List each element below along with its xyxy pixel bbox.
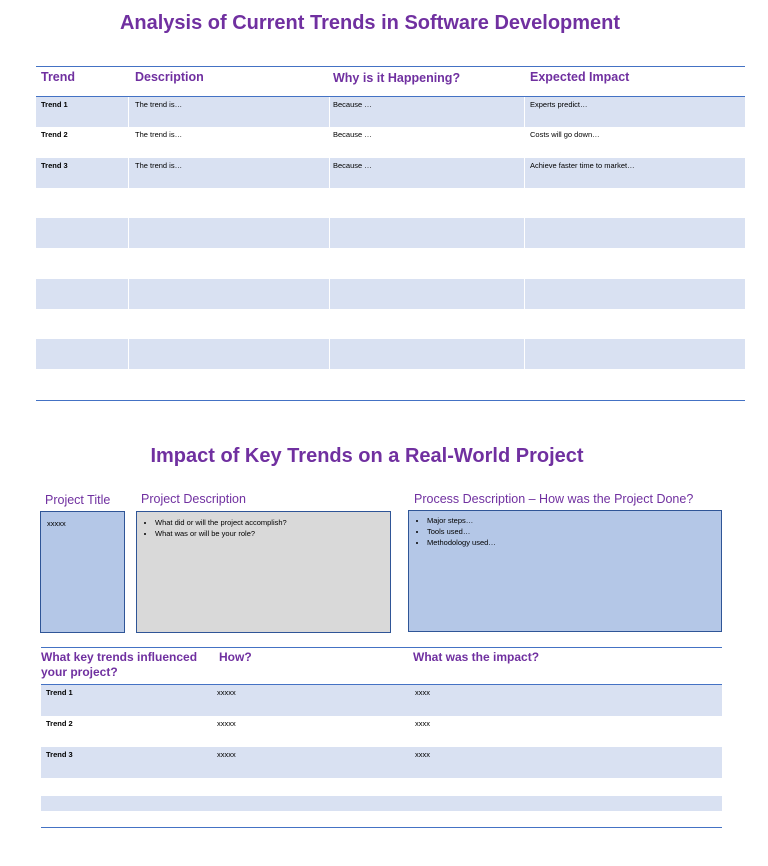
column-divider xyxy=(329,188,330,218)
column-divider xyxy=(128,279,129,309)
list-item: • Major steps… xyxy=(427,515,721,526)
table-cell: The trend is… xyxy=(135,160,183,170)
table-row xyxy=(36,158,745,188)
column-divider xyxy=(329,158,330,188)
header-impact: What was the impact? xyxy=(413,650,540,664)
project-title-value: xxxxx xyxy=(47,519,66,528)
column-divider xyxy=(329,279,330,309)
column-divider xyxy=(128,188,129,218)
table-cell: Trend 1 xyxy=(41,100,68,109)
table-cell: xxxx xyxy=(415,750,430,759)
column-divider xyxy=(329,127,330,157)
list-item: • Methodology used… xyxy=(427,537,721,548)
column-divider xyxy=(524,218,525,248)
table-row xyxy=(36,339,745,369)
column-divider xyxy=(329,249,330,279)
project-description-label: Project Description xyxy=(141,492,246,506)
table-cell: Trend 3 xyxy=(41,160,68,170)
page-title-trends: Analysis of Current Trends in Software Development xyxy=(119,12,621,34)
table-row xyxy=(36,188,745,218)
table-cell: Trend 2 xyxy=(46,719,73,728)
header-how: How? xyxy=(219,650,252,664)
column-divider xyxy=(329,309,330,339)
header-trend: Trend xyxy=(41,70,76,84)
list-item: • Tools used… xyxy=(427,526,721,537)
table-row xyxy=(36,218,745,248)
table-cell: Trend 2 xyxy=(41,130,68,140)
table-cell: Experts predict… xyxy=(530,100,588,109)
table-row xyxy=(36,279,745,309)
table-cell: xxxxx xyxy=(217,688,236,697)
column-divider xyxy=(128,127,129,157)
page-title-impact: Impact of Key Trends on a Real-World Project xyxy=(150,445,584,467)
table-bottom-rule xyxy=(36,400,745,401)
table-row xyxy=(41,796,722,811)
column-divider xyxy=(524,127,525,157)
table-row xyxy=(36,309,745,339)
column-divider xyxy=(128,370,129,400)
column-divider xyxy=(329,370,330,400)
column-divider xyxy=(329,339,330,369)
table-cell: The trend is… xyxy=(135,130,183,140)
table-row xyxy=(41,747,722,778)
table-cell: Because … xyxy=(333,160,372,170)
header-description: Description xyxy=(135,70,204,84)
column-divider xyxy=(524,188,525,218)
list-item: • What was or will be your role? xyxy=(155,528,390,539)
table-cell: Because … xyxy=(333,130,372,140)
column-divider xyxy=(128,309,129,339)
table-top-rule xyxy=(36,66,745,67)
table-row xyxy=(36,127,745,157)
column-divider xyxy=(128,158,129,188)
table-cell: xxxxx xyxy=(217,750,236,759)
header-why: Why is it Happening? xyxy=(333,71,461,85)
process-description-box[interactable] xyxy=(408,510,722,632)
table2-bottom-rule xyxy=(41,827,722,828)
project-description-box[interactable] xyxy=(136,511,391,633)
table-cell: Achieve faster time to market… xyxy=(530,160,635,170)
column-divider xyxy=(128,339,129,369)
header-key-trends: What key trends influenced your project? xyxy=(41,650,198,679)
column-divider xyxy=(524,158,525,188)
table-row xyxy=(36,249,745,279)
table-cell: The trend is… xyxy=(135,100,183,109)
header-expected-impact: Expected Impact xyxy=(530,70,630,84)
column-divider xyxy=(524,279,525,309)
column-divider xyxy=(524,309,525,339)
project-title-label: Project Title xyxy=(45,493,111,507)
table-cell: xxxx xyxy=(415,688,430,697)
column-divider xyxy=(128,218,129,248)
column-divider xyxy=(524,370,525,400)
table2-top-rule xyxy=(41,647,722,648)
table-row xyxy=(41,716,722,747)
column-divider xyxy=(128,249,129,279)
table-cell: Because … xyxy=(333,100,372,109)
table-cell: xxxx xyxy=(415,719,430,728)
column-divider xyxy=(329,218,330,248)
column-divider xyxy=(524,249,525,279)
project-title-box[interactable] xyxy=(40,511,125,633)
column-divider xyxy=(524,97,525,127)
table-cell: Costs will go down… xyxy=(530,130,600,140)
table-row xyxy=(41,685,722,716)
table-cell: Trend 3 xyxy=(46,750,73,759)
table-cell: Trend 1 xyxy=(46,688,73,697)
table-row xyxy=(36,370,745,400)
column-divider xyxy=(524,339,525,369)
column-divider xyxy=(329,97,330,127)
table-cell: xxxxx xyxy=(217,719,236,728)
list-item: • What did or will the project accomplish? xyxy=(155,517,390,528)
table-row xyxy=(36,97,745,127)
column-divider xyxy=(128,97,129,127)
process-description-label: Process Description – How was the Project Done? xyxy=(414,492,694,506)
